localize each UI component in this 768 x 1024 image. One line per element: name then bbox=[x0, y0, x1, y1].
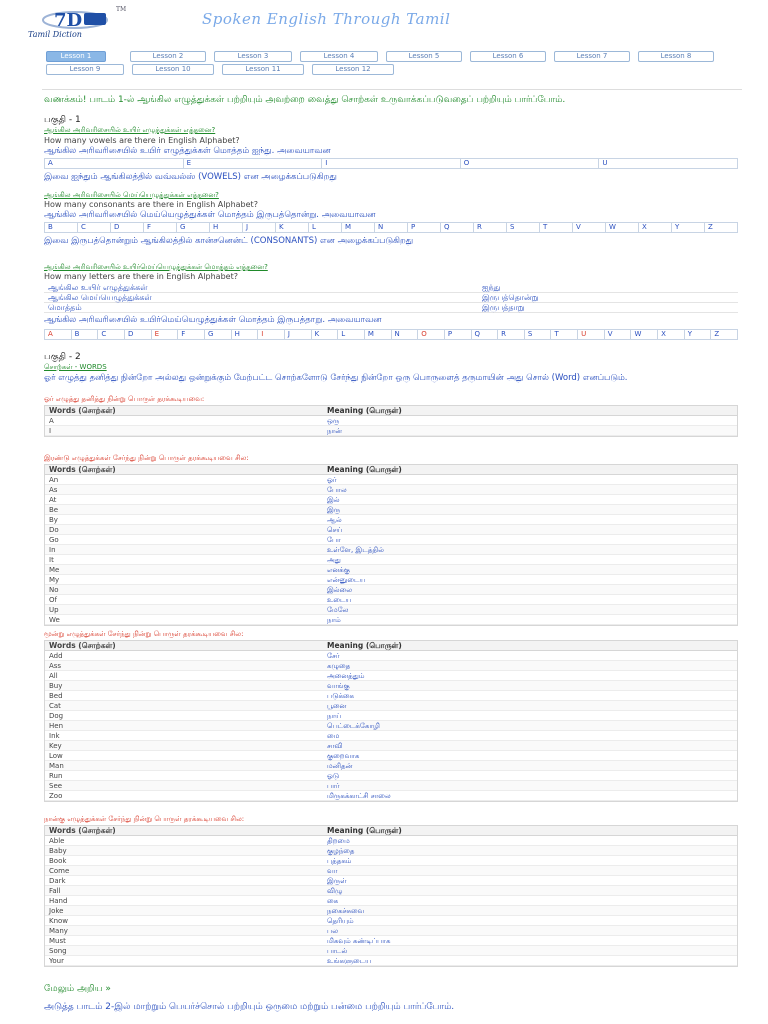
word-cell: Joke bbox=[49, 907, 64, 915]
word-cell: See bbox=[49, 782, 63, 790]
consonant-cell: V bbox=[573, 223, 606, 232]
lesson-tab-2[interactable]: Lesson 2 bbox=[130, 51, 206, 62]
logo-trademark: TM bbox=[116, 6, 127, 13]
table-row bbox=[45, 565, 737, 575]
svg-text:7D: 7D bbox=[54, 10, 83, 30]
alphabet-cell: J bbox=[285, 330, 312, 339]
consonant-cell: G bbox=[177, 223, 210, 232]
table-row bbox=[45, 781, 737, 791]
word-cell: As bbox=[49, 486, 58, 494]
table-row bbox=[45, 535, 737, 545]
table-row bbox=[45, 475, 737, 485]
meaning-cell: போ bbox=[327, 536, 341, 544]
table-row bbox=[45, 761, 737, 771]
part1-heading: பகுதி - 1 bbox=[44, 115, 81, 125]
alphabet-cell: U bbox=[578, 330, 605, 339]
q1-tamil: ஆங்கில அரிவரிசையில் உயிர் எழுத்துக்கள் எத்தனை? bbox=[44, 126, 216, 134]
table-row bbox=[45, 701, 737, 711]
table-row bbox=[45, 956, 737, 966]
words-table bbox=[44, 464, 738, 626]
table-row bbox=[45, 515, 737, 525]
alphabet-cell: L bbox=[338, 330, 365, 339]
words-table bbox=[44, 825, 738, 967]
words-table bbox=[44, 640, 738, 802]
meaning-cell: தெரியும் bbox=[327, 917, 354, 925]
table-row bbox=[45, 936, 737, 946]
table-row bbox=[45, 671, 737, 681]
logo-mark-icon bbox=[40, 8, 110, 30]
lesson-tab-10[interactable]: Lesson 10 bbox=[132, 64, 214, 75]
consonant-cell: Y bbox=[672, 223, 705, 232]
table-row bbox=[45, 751, 737, 761]
meaning-cell: எனக்கு bbox=[327, 566, 350, 574]
meaning-cell: மேலே bbox=[327, 606, 349, 614]
consonants-note: இவை இருபத்தொன்றும் ஆங்கிலத்தில் கான்சனென்ட் (CONSONANTS) என அழைக்கப்படுகிறது bbox=[44, 236, 414, 246]
meaning-cell: என்னுடைய bbox=[327, 576, 366, 584]
word-cell: Dark bbox=[49, 877, 66, 885]
meaning-cell: வாங்கு bbox=[327, 682, 350, 690]
meaning-cell: விழு bbox=[327, 887, 343, 895]
table-row bbox=[45, 416, 737, 426]
word-cell: Cat bbox=[49, 702, 61, 710]
consonants-row bbox=[44, 222, 738, 233]
meaning-cell: ஓடு bbox=[327, 772, 340, 780]
table-row bbox=[45, 906, 737, 916]
word-cell: Come bbox=[49, 867, 70, 875]
word-cell: I bbox=[49, 427, 52, 435]
alphabet-cell: W bbox=[631, 330, 658, 339]
alphabet-cell: P bbox=[445, 330, 472, 339]
consonant-cell: X bbox=[639, 223, 672, 232]
alphabet-cell: C bbox=[98, 330, 125, 339]
table-row bbox=[45, 615, 737, 625]
meaning-cell: அனைத்தும் bbox=[327, 672, 365, 680]
meaning-cell: மிகவும் கண்டிப்பாக bbox=[327, 937, 391, 945]
site-header bbox=[0, 0, 768, 44]
q3-tamil: ஆங்கில அரிவரிசையில் உயிர்மெய்யெழுத்துக்கள் மொத்தம் எத்தனை? bbox=[44, 263, 268, 271]
more-link[interactable]: மேலும் அறிய » bbox=[44, 984, 111, 994]
meaning-cell: குறைவாக bbox=[327, 752, 360, 760]
meaning-cell: உங்களுடைய bbox=[327, 957, 372, 965]
part2-subheading: சொற்கள் - WORDS bbox=[44, 363, 107, 371]
word-cell: Do bbox=[49, 526, 59, 534]
table-row bbox=[45, 661, 737, 671]
table-row bbox=[45, 791, 737, 801]
word-cell: Know bbox=[49, 917, 69, 925]
word-cell: No bbox=[49, 586, 59, 594]
consonant-cell: D bbox=[111, 223, 144, 232]
word-cell: Be bbox=[49, 506, 59, 514]
site-logo[interactable] bbox=[22, 6, 127, 40]
consonant-cell: F bbox=[144, 223, 177, 232]
meaning-cell: பல bbox=[327, 927, 339, 935]
word-cell: Zoo bbox=[49, 792, 63, 800]
alphabet-cell: X bbox=[658, 330, 685, 339]
column-header-word: Words (சொற்கள்) bbox=[49, 826, 116, 835]
column-header-word: Words (சொற்கள்) bbox=[49, 465, 116, 474]
alphabet-cell: K bbox=[312, 330, 339, 339]
q2-tamil: ஆங்கில அரிவரிசையில் மெய்யெழுத்துக்கள் எத்தனை? bbox=[44, 191, 219, 199]
table-row bbox=[45, 886, 737, 896]
q1-english: How many vowels are there in English Alphabet? bbox=[44, 136, 240, 145]
meaning-cell: இல் bbox=[327, 496, 340, 504]
alphabet-cell: M bbox=[365, 330, 392, 339]
word-cell: It bbox=[49, 556, 54, 564]
meaning-cell: இல்லை bbox=[327, 586, 353, 594]
meaning-cell: பாடல் bbox=[327, 947, 348, 955]
consonant-cell: C bbox=[78, 223, 111, 232]
consonant-cell: W bbox=[606, 223, 639, 232]
meaning-cell: மனிதன் bbox=[327, 762, 353, 770]
word-cell: Add bbox=[49, 652, 63, 660]
column-header-word: Words (சொற்கள்) bbox=[49, 641, 116, 650]
alphabet-cell: B bbox=[72, 330, 99, 339]
meaning-cell: படுக்கை bbox=[327, 692, 355, 700]
words-table-title: நான்கு எழுத்துக்கள் சேர்ந்து நின்று பொருள் தரக்கூடியவை சில: bbox=[44, 815, 245, 823]
consonant-cell: L bbox=[309, 223, 342, 232]
word-cell: Baby bbox=[49, 847, 67, 855]
table-row bbox=[45, 721, 737, 731]
vowels-row bbox=[44, 158, 738, 169]
word-cell: Book bbox=[49, 857, 67, 865]
column-header-meaning: Meaning (பொருள்) bbox=[327, 641, 402, 650]
meaning-cell: உடைய bbox=[327, 596, 352, 604]
table-row bbox=[45, 836, 737, 846]
consonant-cell: K bbox=[276, 223, 309, 232]
q2-english: How many consonants are there in English Alphabet? bbox=[44, 200, 258, 209]
q1-answer: ஆங்கில அரிவரிசையில் உயிர் எழுத்துக்கள் மொத்தம் ஐந்து. அவையாவன bbox=[44, 146, 331, 156]
summary-row: மொத்தம் இருபத்தாறு bbox=[44, 303, 738, 313]
lesson-tab-3[interactable]: Lesson 3 bbox=[214, 51, 292, 62]
alphabet-cell: E bbox=[152, 330, 179, 339]
meaning-cell: நாய் bbox=[327, 712, 342, 720]
part2-heading: பகுதி - 2 bbox=[44, 352, 81, 362]
word-cell: An bbox=[49, 476, 59, 484]
next-lesson-text: அடுத்த பாடம் 2-இல் மாற்றும் பெயர்ச்சொல் பற்றியும் ஒருமை மற்றும் பன்மை பற்றியும் பார்ப்போம். bbox=[44, 1002, 455, 1012]
summary-row: ஆங்கில மெய்யெழுத்துக்கள் இருபத்தொன்று bbox=[44, 293, 738, 303]
words-table-title: ஓர் எழுத்து தனித்து நின்று பொருள் தரக்கூடியவை: bbox=[44, 395, 205, 403]
lesson-tab-4[interactable]: Lesson 4 bbox=[300, 51, 378, 62]
word-cell: Me bbox=[49, 566, 60, 574]
table-row bbox=[45, 605, 737, 615]
q3-answer: ஆங்கில அரிவரிசையில் உயிர்மெய்யெழுத்துக்கள் மொத்தம் இருபத்தாறு. அவையாவன bbox=[44, 315, 382, 325]
column-header-meaning: Meaning (பொருள்) bbox=[327, 465, 402, 474]
meaning-cell: புத்தகம் bbox=[327, 857, 352, 865]
meaning-cell: நகைச்சுவை bbox=[327, 907, 365, 915]
alphabet-cell: I bbox=[258, 330, 285, 339]
logo-text: Tamil Diction bbox=[28, 30, 82, 39]
alphabet-cell: V bbox=[605, 330, 632, 339]
alphabet-cell: T bbox=[551, 330, 578, 339]
word-cell: Of bbox=[49, 596, 57, 604]
meaning-cell: ஓர் bbox=[327, 476, 337, 484]
table-row bbox=[45, 946, 737, 956]
consonant-cell: S bbox=[507, 223, 540, 232]
letters-summary-table bbox=[44, 283, 738, 313]
consonant-cell: J bbox=[243, 223, 276, 232]
meaning-cell: திறமை bbox=[327, 837, 350, 845]
alphabet-cell: A bbox=[45, 330, 72, 339]
word-cell: By bbox=[49, 516, 58, 524]
word-cell: Fall bbox=[49, 887, 61, 895]
word-cell: Run bbox=[49, 772, 63, 780]
vowel-cell: I bbox=[322, 159, 461, 168]
word-cell: Dog bbox=[49, 712, 64, 720]
lesson-tab-12[interactable]: Lesson 12 bbox=[312, 64, 394, 75]
table-row bbox=[45, 771, 737, 781]
word-cell: Hen bbox=[49, 722, 64, 730]
meaning-cell: பெட்டைக்கோழி bbox=[327, 722, 380, 730]
word-cell: Able bbox=[49, 837, 65, 845]
word-cell: Your bbox=[49, 957, 64, 965]
table-row bbox=[45, 731, 737, 741]
word-cell: All bbox=[49, 672, 58, 680]
table-row bbox=[45, 555, 737, 565]
lesson-tab-9[interactable]: Lesson 9 bbox=[46, 64, 124, 75]
meaning-cell: போல bbox=[327, 486, 347, 494]
meaning-cell: உள்ளே, இடத்தில் bbox=[327, 546, 384, 554]
meaning-cell: மிருகக்காட்சி சாலை bbox=[327, 792, 391, 800]
lesson-tab-6[interactable]: Lesson 6 bbox=[470, 51, 546, 62]
alphabet-cell: O bbox=[418, 330, 445, 339]
table-row bbox=[45, 681, 737, 691]
vowel-cell: A bbox=[45, 159, 184, 168]
table-row bbox=[45, 495, 737, 505]
word-cell: Buy bbox=[49, 682, 63, 690]
consonant-cell: H bbox=[210, 223, 243, 232]
nav-divider bbox=[42, 89, 742, 90]
word-cell: Ass bbox=[49, 662, 62, 670]
table-row bbox=[45, 711, 737, 721]
vowel-cell: O bbox=[461, 159, 600, 168]
table-row bbox=[45, 485, 737, 495]
table-row bbox=[45, 525, 737, 535]
meaning-cell: ஒரு bbox=[327, 417, 340, 425]
word-cell: Must bbox=[49, 937, 66, 945]
words-table bbox=[44, 405, 738, 437]
meaning-cell: பூனை bbox=[327, 702, 347, 710]
meaning-cell: இரு bbox=[327, 506, 341, 514]
table-row bbox=[45, 856, 737, 866]
table-row bbox=[45, 866, 737, 876]
intro-text: வணக்கம்! பாடம் 1-ல் ஆங்கில எழுத்துக்கள் பற்றியும் அவற்றை வைத்து சொற்கள் உருவாக்கப்படுவதைப் பற்றியும் பார்ப்போம். bbox=[44, 95, 566, 105]
word-cell: Key bbox=[49, 742, 62, 750]
lesson-tab-5[interactable]: Lesson 5 bbox=[386, 51, 462, 62]
q3-english: How many letters are there in English Alphabet? bbox=[44, 272, 238, 281]
table-row bbox=[45, 916, 737, 926]
table-row bbox=[45, 595, 737, 605]
table-row bbox=[45, 926, 737, 936]
table-header bbox=[45, 406, 737, 416]
table-row bbox=[45, 575, 737, 585]
words-table-title: இரண்டு எழுத்துக்கள் சேர்ந்து நின்று பொருள் தரக்கூடியவை சில: bbox=[44, 454, 249, 462]
table-row bbox=[45, 585, 737, 595]
alphabet-cell: F bbox=[178, 330, 205, 339]
word-cell: Song bbox=[49, 947, 67, 955]
consonant-cell: P bbox=[408, 223, 441, 232]
column-header-meaning: Meaning (பொருள்) bbox=[327, 826, 402, 835]
alphabet-cell: N bbox=[392, 330, 419, 339]
word-cell: Go bbox=[49, 536, 59, 544]
word-cell: We bbox=[49, 616, 60, 624]
alphabet-cell: H bbox=[232, 330, 259, 339]
meaning-cell: வா bbox=[327, 867, 338, 875]
table-header bbox=[45, 826, 737, 836]
word-cell: Man bbox=[49, 762, 64, 770]
table-row bbox=[45, 545, 737, 555]
meaning-cell: மை bbox=[327, 732, 340, 740]
consonant-cell: R bbox=[474, 223, 507, 232]
meaning-cell: சேர் bbox=[327, 652, 340, 660]
word-cell: Many bbox=[49, 927, 68, 935]
meaning-cell: குழந்தை bbox=[327, 847, 355, 855]
column-header-meaning: Meaning (பொருள்) bbox=[327, 406, 402, 415]
consonant-cell: N bbox=[375, 223, 408, 232]
table-row bbox=[45, 876, 737, 886]
site-title: Spoken English Through Tamil bbox=[202, 10, 451, 28]
table-row bbox=[45, 691, 737, 701]
meaning-cell: இருள் bbox=[327, 877, 347, 885]
table-row bbox=[45, 846, 737, 856]
alphabet-cell: D bbox=[125, 330, 152, 339]
lesson-tab-11[interactable]: Lesson 11 bbox=[222, 64, 304, 75]
words-table-title: மூன்று எழுத்துக்கள் சேர்ந்து நின்று பொருள் தரக்கூடியவை சில: bbox=[44, 630, 244, 638]
table-header bbox=[45, 465, 737, 475]
word-cell: Hand bbox=[49, 897, 68, 905]
word-cell: Low bbox=[49, 752, 63, 760]
table-row bbox=[45, 426, 737, 436]
lesson-tab-7[interactable]: Lesson 7 bbox=[554, 51, 630, 62]
consonant-cell: M bbox=[342, 223, 375, 232]
word-cell: At bbox=[49, 496, 57, 504]
table-row bbox=[45, 505, 737, 515]
consonant-cell: Q bbox=[441, 223, 474, 232]
table-row bbox=[45, 651, 737, 661]
lesson-tab-8[interactable]: Lesson 8 bbox=[638, 51, 714, 62]
vowel-cell: E bbox=[184, 159, 323, 168]
meaning-cell: அது bbox=[327, 556, 341, 564]
alphabet-cell: R bbox=[498, 330, 525, 339]
q2-answer: ஆங்கில அரிவரிசையில் மெய்யெழுத்துக்கள் மொத்தம் இருபத்தொன்று. அவையாவன bbox=[44, 210, 376, 220]
word-cell: Up bbox=[49, 606, 59, 614]
meaning-cell: நாம் bbox=[327, 616, 341, 624]
vowel-cell: U bbox=[602, 159, 608, 167]
table-row bbox=[45, 741, 737, 751]
summary-row: ஆங்கில உயிர் எழுத்துக்கள் ஐந்து bbox=[44, 283, 738, 293]
alphabet-cell: Z bbox=[714, 330, 720, 338]
consonant-cell: Z bbox=[708, 223, 713, 231]
alphabet-cell: S bbox=[525, 330, 552, 339]
alphabet-row bbox=[44, 329, 738, 340]
column-header-word: Words (சொற்கள்) bbox=[49, 406, 116, 415]
meaning-cell: ஆல் bbox=[327, 516, 342, 524]
meaning-cell: கை bbox=[327, 897, 339, 905]
consonant-cell: B bbox=[45, 223, 78, 232]
lesson-tab-1[interactable]: Lesson 1 bbox=[46, 51, 106, 62]
meaning-cell: சாவி bbox=[327, 742, 343, 750]
word-cell: A bbox=[49, 417, 54, 425]
alphabet-cell: Q bbox=[472, 330, 499, 339]
meaning-cell: நான் bbox=[327, 427, 342, 435]
word-cell: Bed bbox=[49, 692, 63, 700]
word-cell: In bbox=[49, 546, 56, 554]
word-cell: My bbox=[49, 576, 60, 584]
meaning-cell: செய் bbox=[327, 526, 343, 534]
alphabet-cell: Y bbox=[685, 330, 712, 339]
table-row bbox=[45, 896, 737, 906]
consonant-cell: T bbox=[540, 223, 573, 232]
meaning-cell: பார் bbox=[327, 782, 340, 790]
table-header bbox=[45, 641, 737, 651]
meaning-cell: கழுதை bbox=[327, 662, 351, 670]
word-definition: ஓர் எழுத்து தனித்து நின்றோ அல்லது ஒன்றுக்கும் மேற்பட்ட சொற்களோடு சேர்ந்து நின்றோ ஒரு பொருளைத் தருமாயின் அது சொல் (Word) எனப்படும். bbox=[44, 373, 628, 383]
word-cell: Ink bbox=[49, 732, 60, 740]
alphabet-cell: G bbox=[205, 330, 232, 339]
vowels-note: இவை ஐந்தும் ஆங்கிலத்தில் வவ்வல்ஸ் (VOWELS) என அழைக்கப்படுகிறது bbox=[44, 172, 337, 182]
